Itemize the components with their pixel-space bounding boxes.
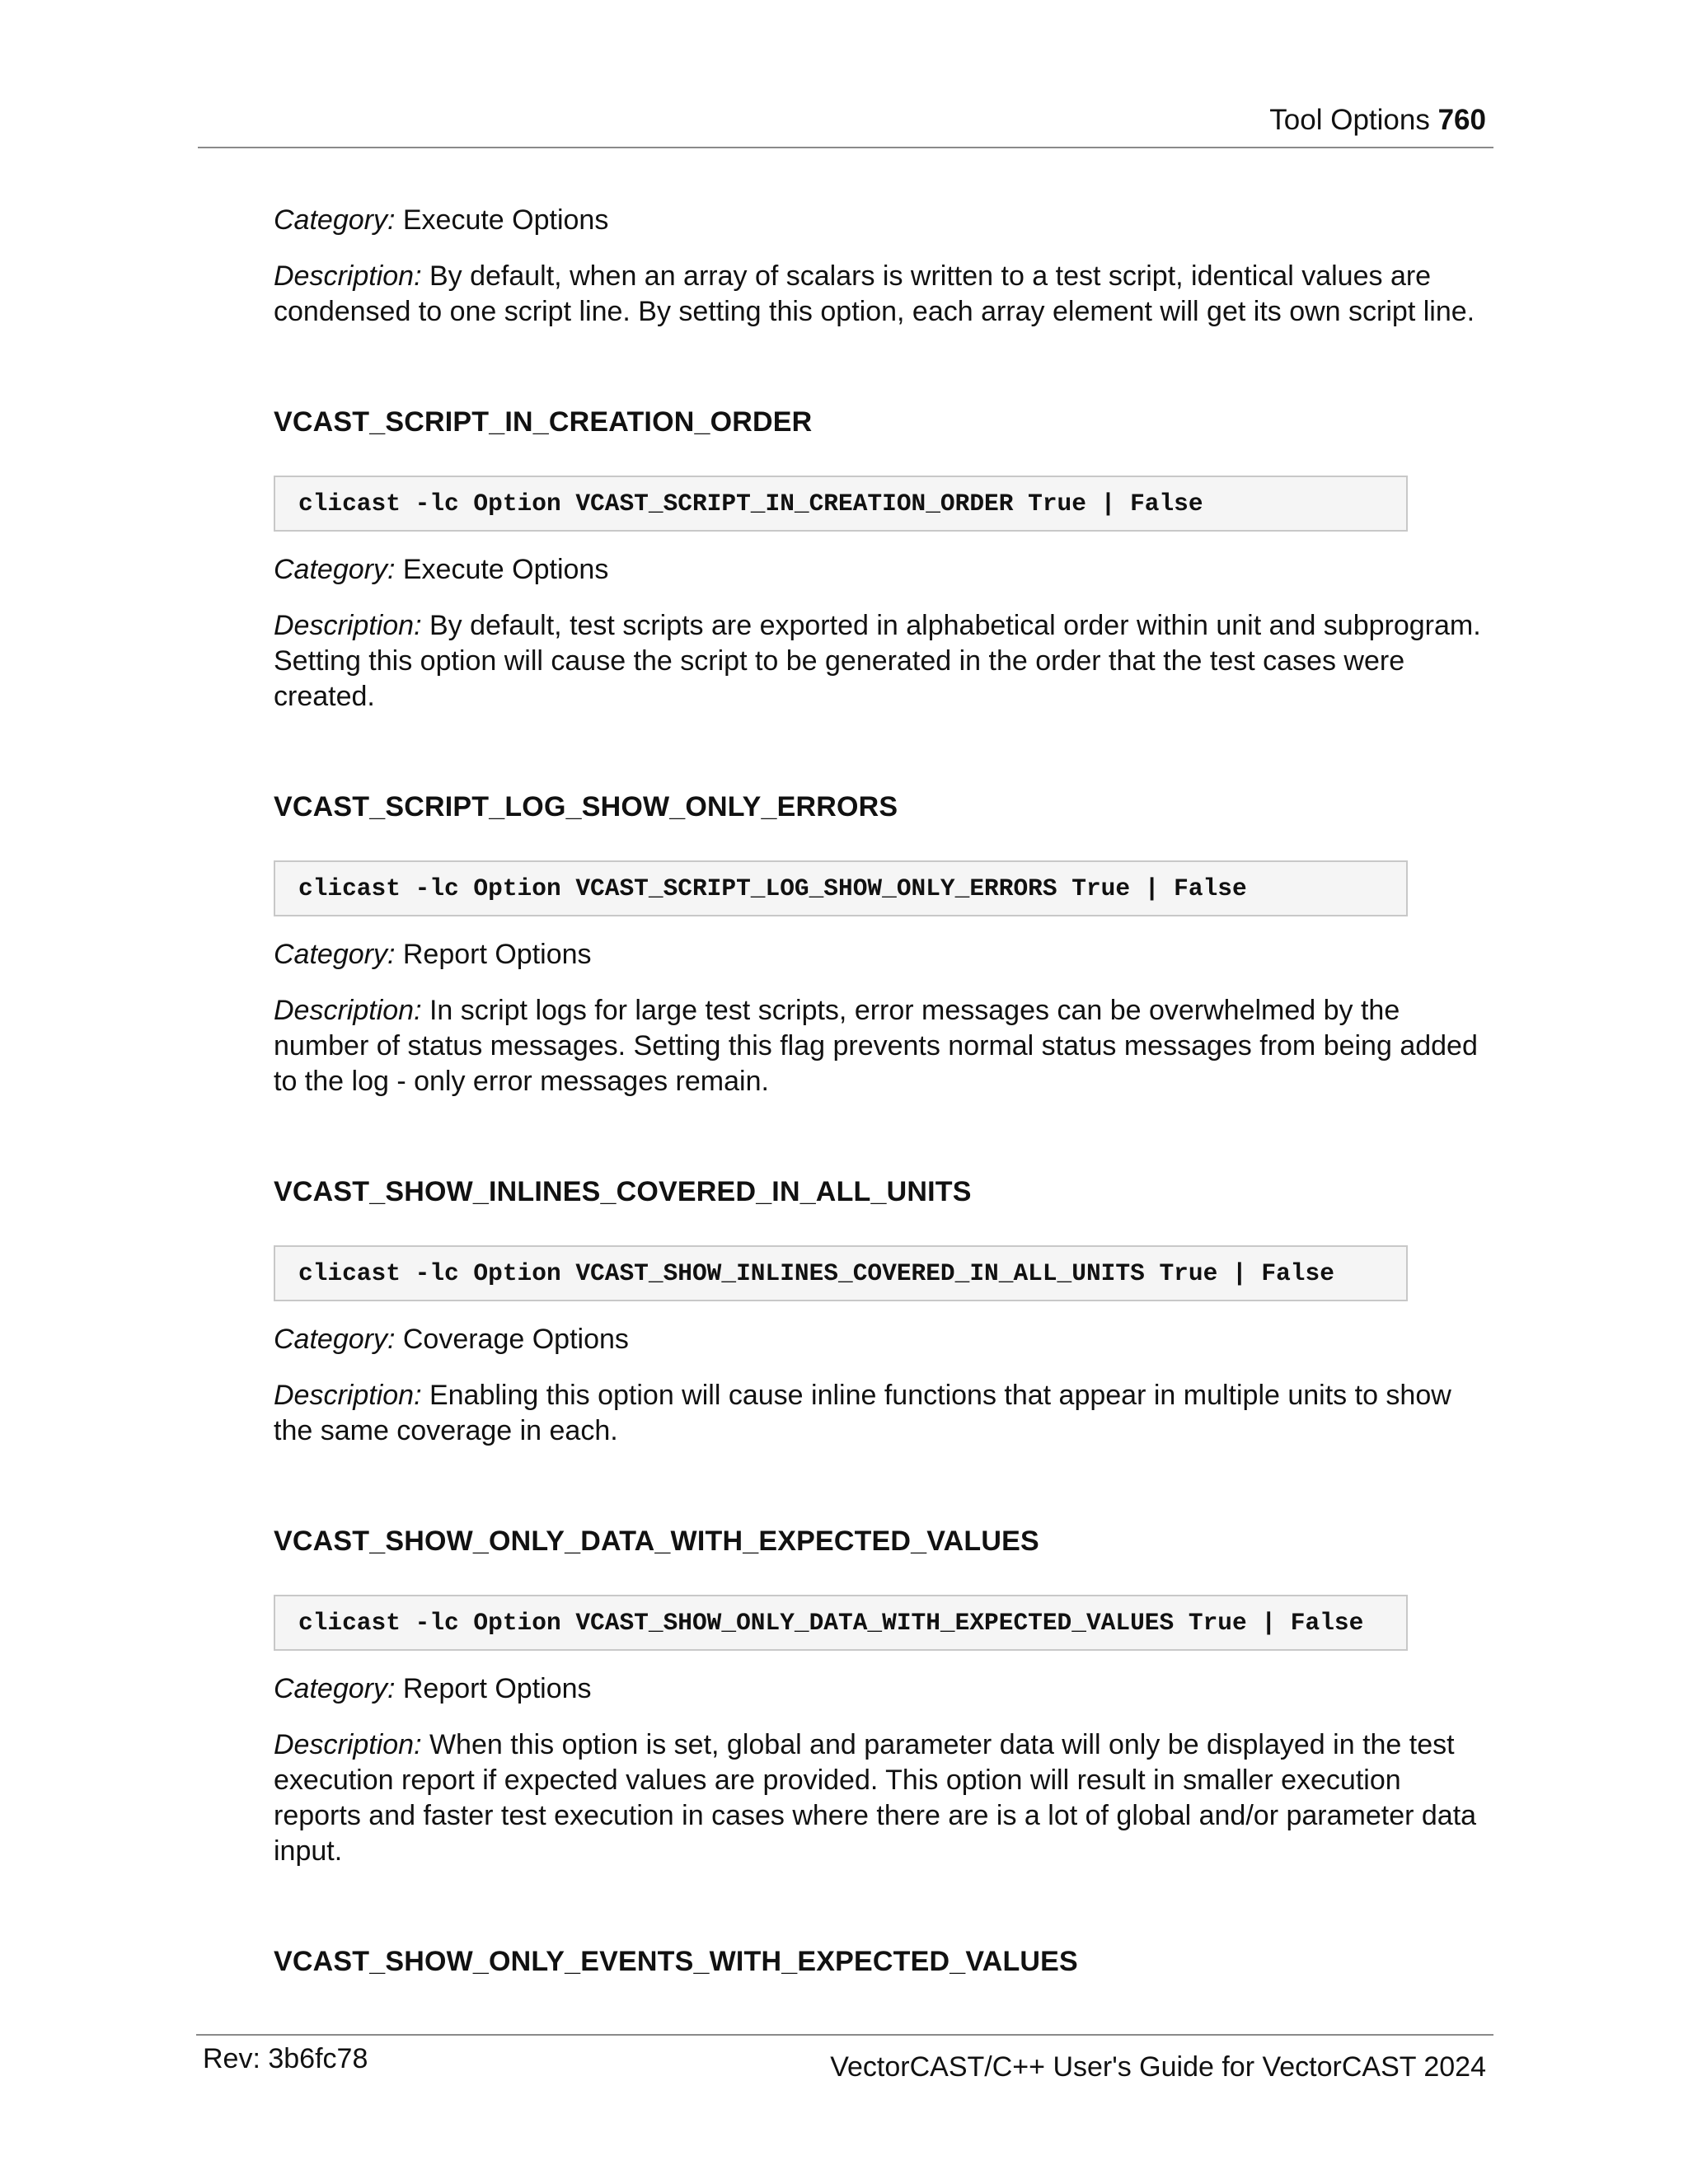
category-value: Execute Options [402, 204, 609, 236]
option-heading: VCAST_SCRIPT_IN_CREATION_ORDER [274, 406, 813, 438]
option-category [274, 937, 1493, 972]
command-code-block: clicast -lc Option VCAST_SCRIPT_LOG_SHOW_ONLY_ERRORS True | False [274, 860, 1408, 916]
option-category [274, 1671, 1493, 1707]
category-value: Report Options [402, 1673, 592, 1704]
option-heading: VCAST_SHOW_INLINES_COVERED_IN_ALL_UNITS [274, 1176, 972, 1207]
description-text: Enabling this option will cause inline functions that appear in multiple units to show the same coverage in each. [274, 1380, 1451, 1446]
option-description [274, 608, 1493, 715]
description-text: By default, when an array of scalars is written to a test script, identical values are condensed to one script line. By setting this option, each array element will get its own script line. [274, 260, 1475, 327]
footer-revision: Rev: 3b6fc78 [203, 2043, 368, 2074]
category-label: Category: [274, 554, 396, 585]
page-number: 760 [1437, 104, 1486, 136]
option-description [274, 993, 1493, 1099]
category-label: Category: [274, 1324, 396, 1355]
section-spacer [274, 1890, 1493, 1945]
header-section-title: Tool Options [1269, 104, 1430, 136]
section-spacer [274, 1120, 1493, 1175]
footer-divider [196, 2034, 1493, 2036]
header-divider [198, 147, 1493, 148]
description-label: Description: [274, 1729, 422, 1760]
section-spacer [274, 350, 1493, 405]
description-text: By default, test scripts are exported in alphabetical order within unit and subprogram. Setting this option will cause the script to be generated in the order that the test cases were created. [274, 610, 1481, 712]
option-heading: VCAST_SHOW_ONLY_EVENTS_WITH_EXPECTED_VALUES [274, 1946, 1078, 1977]
category-label: Category: [274, 204, 396, 236]
category-value: Execute Options [402, 554, 609, 585]
command-code-block: clicast -lc Option VCAST_SHOW_INLINES_COVERED_IN_ALL_UNITS True | False [274, 1245, 1408, 1301]
footer-guide-title: VectorCAST/C++ User's Guide for VectorCAST 2024 [830, 2051, 1486, 2083]
section-spacer [274, 735, 1493, 790]
section-spacer [274, 1469, 1493, 1525]
option-category [274, 552, 1493, 588]
intro-description [274, 259, 1493, 330]
option-heading: VCAST_SHOW_ONLY_DATA_WITH_EXPECTED_VALUES [274, 1526, 1039, 1557]
description-label: Description: [274, 260, 422, 292]
category-label: Category: [274, 939, 396, 970]
description-label: Description: [274, 1380, 422, 1411]
command-code-block: clicast -lc Option VCAST_SCRIPT_IN_CREATION_ORDER True | False [274, 476, 1408, 532]
option-heading: VCAST_SCRIPT_LOG_SHOW_ONLY_ERRORS [274, 791, 898, 823]
category-value: Coverage Options [402, 1324, 629, 1355]
category-label: Category: [274, 1673, 396, 1704]
page-header [1269, 104, 1486, 137]
command-code-block: clicast -lc Option VCAST_SHOW_ONLY_DATA_WITH_EXPECTED_VALUES True | False [274, 1595, 1408, 1651]
description-text: When this option is set, global and parameter data will only be displayed in the test execution report if expected values are provided. This option will result in smaller execution reports and faster test execution in cases where there are is a lot of global and/or parameter data input. [274, 1729, 1477, 1867]
option-category [274, 1322, 1493, 1357]
option-description [274, 1378, 1493, 1449]
description-text: In script logs for large test scripts, error messages can be overwhelmed by the number of status messages. Setting this flag prevents normal status messages from being added to the log - only error messages remain. [274, 995, 1478, 1097]
description-label: Description: [274, 610, 422, 641]
category-value: Report Options [402, 939, 592, 970]
description-label: Description: [274, 995, 422, 1026]
option-description [274, 1727, 1493, 1869]
intro-category [274, 203, 1493, 238]
page-content [274, 203, 1493, 2015]
